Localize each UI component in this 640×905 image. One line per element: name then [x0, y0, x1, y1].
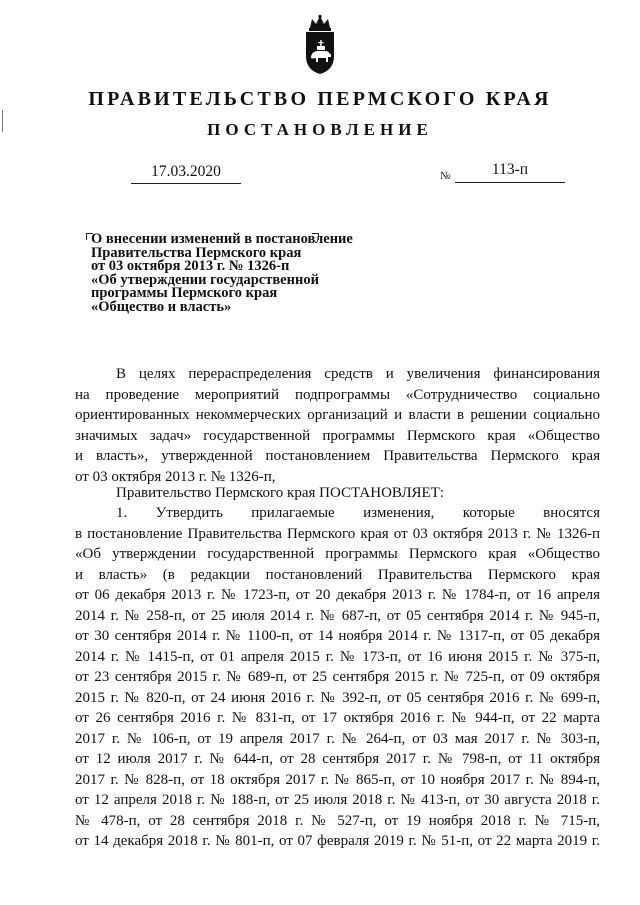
- document-type: ПОСТАНОВЛЕНИЕ: [207, 120, 433, 139]
- number-sign: №: [440, 170, 451, 182]
- text-line: 2017 г. № 828-п, от 18 октября 2017 г. № 865-п, от 10 ноября 2017 г. № 894-п,: [75, 771, 600, 788]
- subject-line: от 03 октября 2013 г. № 1326-п: [91, 258, 290, 275]
- document-number: 113-п: [491, 161, 529, 178]
- text-line: от 23 сентября 2015 г. № 689-п, от 25 сентября 2015 г. № 725-п, от 09 октября: [75, 669, 600, 685]
- subject-line: О внесении изменений в постановление: [91, 231, 353, 247]
- text-line: ориентированных некоммерческих организаций и власти в решении социально: [75, 407, 600, 423]
- text-line: в постановление Правительства Пермского края от 03 октября 2013 г. № 1326-п: [75, 525, 600, 542]
- text-line: «Об утверждении государственной программы Пермского края «Общество: [75, 546, 600, 562]
- text-line: от 12 июля 2017 г. № 644-п, от 28 сентября 2017 г. № 798-п, от 11 октября: [75, 751, 600, 767]
- text-line: от 26 сентября 2016 г. № 831-п, от 17 октября 2016 г. № 944-п, от 22 марта: [75, 710, 600, 726]
- text-line: 1. Утвердить прилагаемые изменения, которые вносятся: [116, 505, 600, 521]
- text-line: 2017 г. № 106-п, от 19 апреля 2017 г. № 264-п, от 03 мая 2017 г. № 303-п,: [75, 730, 600, 747]
- subject-line: Правительства Пермского края: [91, 244, 302, 261]
- text-line: на проведение мероприятий подпрограммы «Сотрудничество социально: [75, 386, 600, 403]
- date-underline: [131, 183, 241, 184]
- text-line: от 12 апреля 2018 г. № 188-п, от 25 июля 2018 г. № 413-п, от 30 августа 2018 г.: [75, 792, 600, 808]
- text-line: В целях перераспределения средств и увеличения финансирования: [116, 366, 600, 382]
- text-line: 2014 г. № 1415-п, от 01 апреля 2015 г. № 173-п, от 16 июня 2015 г. № 375-п,: [75, 648, 600, 665]
- text-line: от 30 сентября 2014 г. № 1100-п, от 14 ноября 2014 г. № 1317-п, от 05 декабря: [75, 628, 600, 644]
- preamble-paragraph: [75, 364, 600, 487]
- perm-krai-coat-of-arms-icon: [298, 14, 342, 76]
- text-line: и власть» (в редакции постановлений Правительства Пермского края: [75, 566, 600, 583]
- text-line: от 03 октября 2013 г. № 1326-п,: [75, 468, 276, 485]
- subject-line: «Об утверждении государственной: [91, 271, 319, 288]
- clause-1-paragraph: [75, 503, 600, 852]
- text-line: от 06 декабря 2013 г. № 1723-п, от 20 декабря 2013 г. № 1784-п, от 16 апреля: [75, 587, 600, 603]
- text-line: 2014 г. № 258-п, от 25 июля 2014 г. № 687-п, от 05 сентября 2014 г. № 945-п,: [75, 607, 600, 624]
- text-line: от 14 декабря 2018 г. № 801-п, от 07 февраля 2019 г. № 51-п, от 22 марта 2019 г.: [75, 833, 600, 849]
- subject-line: «Общество и власть»: [91, 298, 232, 315]
- text-line: и власть», утвержденной постановлением Правительства Пермского края: [75, 448, 600, 464]
- text-line: значимых задач» государственной программы Пермского края «Общество: [75, 427, 600, 444]
- number-underline: [455, 182, 565, 183]
- text-line: № 478-п, от 28 сентября 2018 г. № 527-п, от 19 ноября 2018 г. № 715-п,: [75, 812, 600, 829]
- subject-line: программы Пермского края: [91, 285, 278, 302]
- government-title: ПРАВИТЕЛЬСТВО ПЕРМСКОГО КРАЯ: [88, 88, 552, 110]
- document-subject: [91, 233, 381, 315]
- text-line: 2015 г. № 820-п, от 24 июня 2016 г. № 392-п, от 05 сентября 2016 г. № 699-п,: [75, 689, 600, 706]
- document-date: 17.03.2020: [151, 163, 221, 180]
- resolution-paragraph: [75, 483, 600, 504]
- text-line: Правительство Пермского края ПОСТАНОВЛЯЕТ:: [116, 485, 445, 501]
